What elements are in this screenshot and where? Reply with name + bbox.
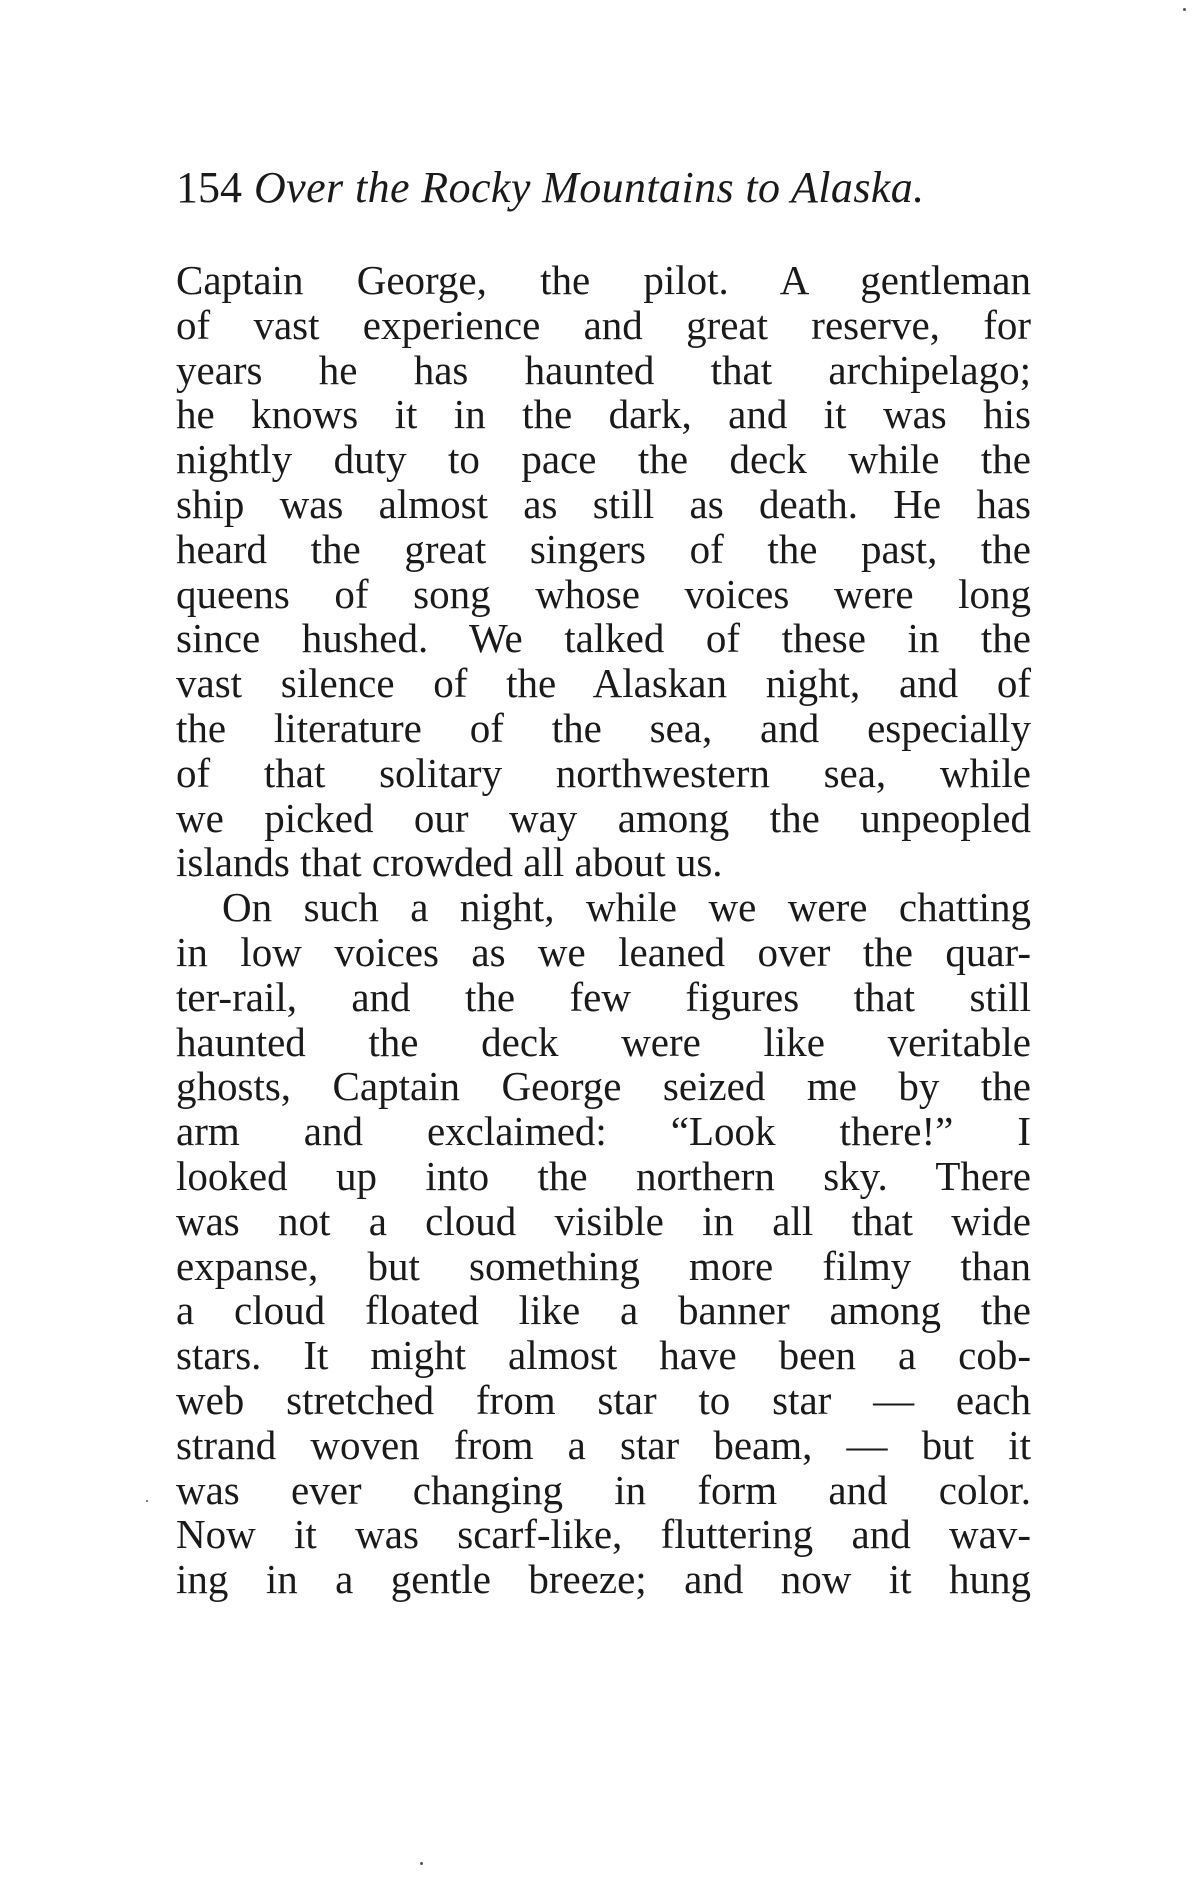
text-line: years he has haunted that archipelago;	[176, 346, 1031, 393]
text-line: ghosts, Captain George seized me by the	[176, 1063, 1031, 1110]
text-line: expanse, but something more filmy than	[176, 1242, 1031, 1289]
paragraph-2	[176, 885, 1031, 1602]
text-line: stars. It might almost have been a cob-	[176, 1332, 1031, 1379]
text-line: nightly duty to pace the deck while the	[176, 436, 1031, 483]
text-line: vast silence of the Alaskan night, and of	[176, 660, 1031, 707]
text-line: ship was almost as still as death. He has	[176, 480, 1031, 527]
text-line: looked up into the northern sky. There	[176, 1152, 1031, 1199]
paper-speck	[1183, 8, 1186, 11]
text-line: of that solitary northwestern sea, while	[176, 749, 1031, 796]
text-line: we picked our way among the unpeopled	[176, 794, 1031, 841]
body-text	[176, 258, 1031, 1602]
text-line: queens of song whose voices were long	[176, 570, 1031, 617]
text-line: islands that crowded all about us.	[176, 839, 723, 886]
text-line: arm and exclaimed: “Look there!” I	[176, 1108, 1031, 1155]
text-line: he knows it in the dark, and it was his	[176, 391, 1031, 438]
paper-speck	[420, 1862, 423, 1865]
paragraph-1	[176, 258, 1031, 885]
text-line: On such a night, while we were chatting	[222, 884, 1031, 931]
text-line: was not a cloud visible in all that wide	[176, 1197, 1031, 1244]
text-line: Captain George, the pilot. A gentleman	[176, 257, 1031, 303]
page-number: 154	[176, 163, 242, 212]
text-line: of vast experience and great reserve, for	[176, 301, 1031, 348]
text-line: ing in a gentle breeze; and now it hung	[176, 1556, 1031, 1603]
text-line: the literature of the sea, and especially	[176, 704, 1031, 751]
text-line: in low voices as we leaned over the quar-	[176, 928, 1031, 975]
text-line: a cloud floated like a banner among the	[176, 1287, 1031, 1334]
text-line: was ever changing in form and color.	[176, 1466, 1031, 1513]
text-line: Now it was scarf-like, fluttering and wav-	[176, 1511, 1031, 1558]
text-line: ter-rail, and the few figures that still	[176, 973, 1031, 1020]
text-line: heard the great singers of the past, the	[176, 525, 1031, 572]
text-line: web stretched from star to star — each	[176, 1376, 1031, 1423]
running-head	[176, 158, 1046, 218]
paper-speck	[146, 1500, 148, 1502]
book-title: Over the Rocky Mountains to Alaska.	[254, 163, 925, 212]
text-line: haunted the deck were like veritable	[176, 1018, 1031, 1065]
text-line: since hushed. We talked of these in the	[176, 615, 1031, 662]
text-line: strand woven from a star beam, — but it	[176, 1421, 1031, 1468]
